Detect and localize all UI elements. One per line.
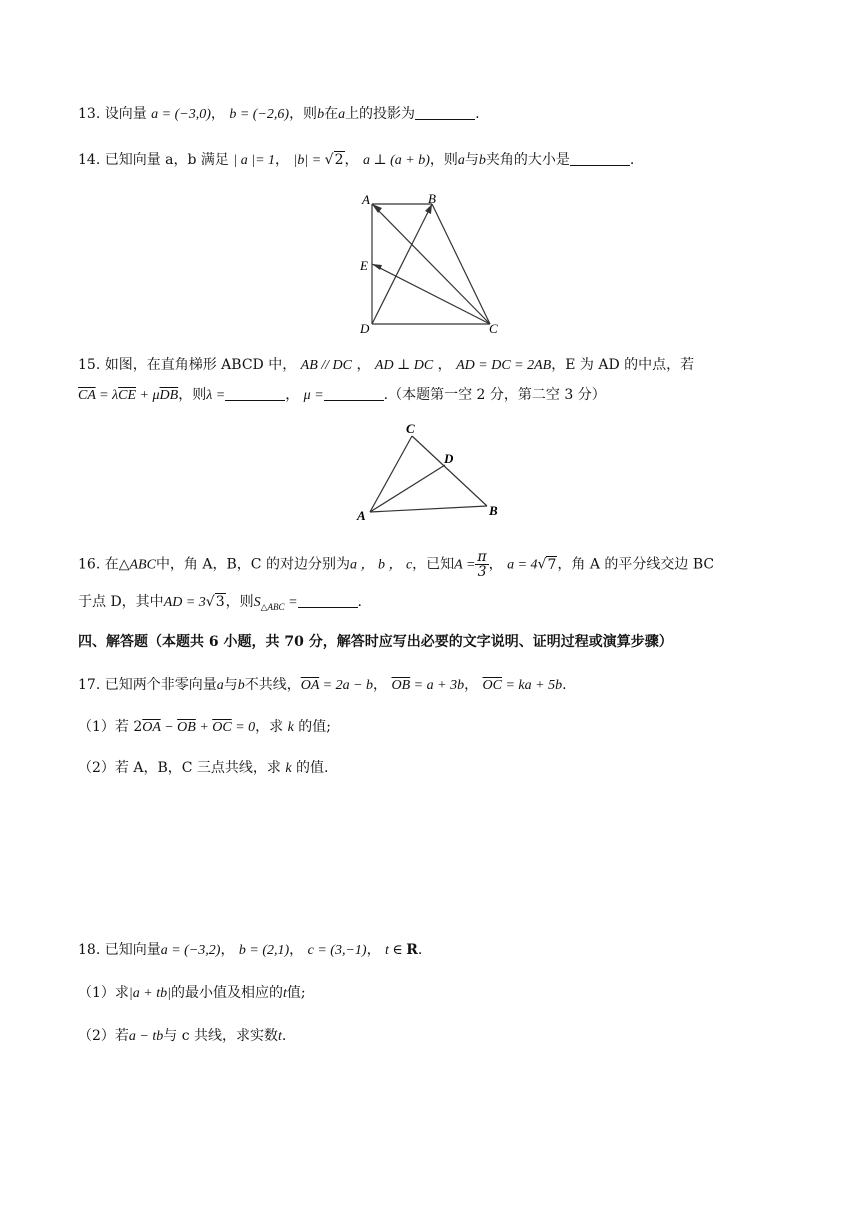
vector-db: $\overline{DB}$ bbox=[159, 388, 179, 403]
var-b: b bbox=[237, 678, 245, 693]
question-17-part1 bbox=[78, 717, 331, 738]
q14-text: ，则 bbox=[429, 152, 458, 168]
sep: ， bbox=[285, 387, 300, 403]
label-c: C bbox=[489, 321, 498, 336]
numerator: π bbox=[477, 549, 487, 565]
sep: ， bbox=[275, 152, 290, 168]
answer-blank-mu bbox=[324, 386, 384, 401]
var-t: t bbox=[282, 986, 287, 1001]
var-b: b bbox=[317, 107, 325, 122]
text: 的最小值及相应的 bbox=[170, 985, 283, 1001]
question-number: 13. bbox=[78, 106, 101, 122]
question-number: 18. bbox=[78, 942, 101, 958]
length-ad: AD = 3 bbox=[163, 595, 206, 610]
part-text: （2）若 A，B，C 三点共线，求 bbox=[78, 760, 281, 776]
q17-text: 不共线， bbox=[244, 677, 301, 693]
abs-expression: |a + tb| bbox=[128, 986, 171, 1001]
question-14 bbox=[78, 150, 634, 171]
q13-text: 上的投影为 bbox=[345, 106, 416, 122]
question-15-line1 bbox=[78, 355, 694, 376]
real-set: R bbox=[406, 942, 418, 958]
oc-rhs: = ka + 5b bbox=[501, 678, 563, 693]
var-a: a bbox=[216, 678, 224, 693]
sep: ， bbox=[488, 556, 503, 573]
q15-text: 如图，在直角梯形 ABCD 中， bbox=[104, 357, 297, 373]
text: 值; bbox=[286, 985, 306, 1001]
label-e: E bbox=[360, 258, 368, 273]
q13-text: 在 bbox=[324, 106, 339, 122]
var-t: t bbox=[278, 1029, 282, 1044]
triangle-figure bbox=[352, 420, 512, 525]
sep: ， bbox=[210, 106, 225, 122]
denominator: 3 bbox=[477, 564, 487, 580]
part-label: （1）求 bbox=[78, 985, 129, 1001]
question-16-line1 bbox=[78, 550, 714, 579]
sep: ， bbox=[437, 357, 452, 373]
area-s: S bbox=[253, 595, 261, 610]
t-domain: t ∈ bbox=[385, 943, 407, 958]
vector-oc: $\overline{OC}$ bbox=[212, 720, 232, 735]
rhs: = 0 bbox=[231, 720, 256, 735]
parallel-condition: AB // DC bbox=[300, 358, 353, 373]
area-subscript: △ABC bbox=[260, 601, 285, 612]
length-condition: AD = DC = 2AB bbox=[456, 358, 552, 373]
q16-text: ，则 bbox=[225, 594, 254, 610]
period: . bbox=[475, 106, 480, 122]
edge-bc bbox=[432, 204, 490, 324]
abs-b: |b| = bbox=[293, 153, 325, 168]
vector-a-def: a = (−3,0) bbox=[151, 107, 211, 122]
equals: = λ bbox=[95, 388, 119, 403]
text: ，求 bbox=[255, 719, 284, 735]
var-a: a bbox=[338, 107, 346, 122]
perp-condition: a ⊥ (a + b) bbox=[362, 153, 430, 168]
period: . bbox=[417, 942, 423, 958]
expression: a − tb bbox=[128, 1029, 164, 1044]
section-heading: 四、解答题（本题共 6 小题，共 70 分，解答时应写出必要的文字说明、证明过程或演算步骤） bbox=[78, 634, 673, 650]
var-k: k bbox=[285, 761, 292, 776]
equals: = bbox=[284, 595, 298, 610]
vector-db bbox=[372, 204, 432, 324]
angle-a: A = bbox=[454, 557, 476, 573]
q16-text: ，已知 bbox=[412, 556, 455, 573]
q16-text: ，角 A 的平分线交边 BC bbox=[557, 556, 715, 573]
lambda: λ = bbox=[206, 388, 226, 403]
answer-blank bbox=[298, 593, 358, 608]
question-number: 14. bbox=[78, 152, 101, 168]
q15-text: ，则 bbox=[178, 387, 207, 403]
fraction-pi-over-3 bbox=[475, 550, 488, 579]
question-number: 15. bbox=[78, 357, 101, 373]
label-a: A bbox=[362, 192, 370, 207]
oa-rhs: = 2a − b bbox=[319, 678, 374, 693]
vector-oa: $\overline{OA}$ bbox=[300, 678, 320, 693]
vector-ce: $\overline{CE}$ bbox=[118, 388, 137, 403]
text: 的值; bbox=[298, 719, 332, 735]
label-a: A bbox=[357, 508, 366, 523]
q17-text: 与 bbox=[223, 677, 238, 693]
question-15-line2 bbox=[78, 385, 606, 406]
trapezoid-figure bbox=[352, 192, 512, 337]
sides-abc: a ， b ， c bbox=[349, 557, 413, 573]
edge-cb bbox=[412, 436, 487, 506]
sqrt-sign: √ bbox=[537, 556, 547, 573]
var-b: b bbox=[478, 153, 486, 168]
period: . bbox=[629, 152, 635, 168]
answer-blank bbox=[415, 105, 475, 120]
plus: + bbox=[195, 720, 213, 735]
perp-condition: AD ⊥ DC bbox=[374, 358, 434, 373]
sqrt-value: 2 bbox=[334, 152, 344, 168]
q16-text: 在 bbox=[104, 556, 119, 573]
edge-ab bbox=[370, 506, 487, 512]
sqrt-value: 3 bbox=[215, 594, 225, 610]
label-b: B bbox=[428, 192, 436, 206]
plus: + μ bbox=[136, 388, 160, 403]
label-d: D bbox=[360, 321, 370, 336]
vector-ob: $\overline{OB}$ bbox=[177, 720, 196, 735]
answer-blank-lambda bbox=[225, 386, 285, 401]
mu: μ = bbox=[303, 388, 324, 403]
label-d: D bbox=[444, 451, 454, 466]
period: . bbox=[357, 594, 362, 610]
period: . bbox=[281, 1028, 287, 1044]
q16-text: 中，角 A，B，C 的对边分别为 bbox=[155, 556, 350, 573]
question-18 bbox=[78, 940, 422, 961]
edge-ac bbox=[370, 436, 412, 512]
sep: ， bbox=[344, 152, 359, 168]
vector-b-def: b = (2,1) bbox=[238, 943, 290, 958]
label-b: B bbox=[489, 503, 498, 518]
question-17 bbox=[78, 675, 567, 696]
q15-text: ，E 为 AD 的中点，若 bbox=[551, 357, 695, 373]
vector-b-def: b = (−2,6) bbox=[229, 107, 290, 122]
part-label: （1）若 2 bbox=[78, 719, 143, 735]
sqrt-sign: √ bbox=[324, 152, 334, 168]
vector-oa: $\overline{OA}$ bbox=[142, 720, 161, 735]
text: 与 c 共线，求实数 bbox=[163, 1028, 279, 1044]
sep: ， bbox=[220, 942, 235, 958]
vector-ca: $\overline{CA}$ bbox=[78, 388, 96, 403]
q18-text: 已知向量 bbox=[104, 942, 161, 958]
bisector-ad bbox=[370, 465, 445, 512]
ob-rhs: = a + 3b bbox=[410, 678, 465, 693]
q16-text: 于点 D，其中 bbox=[78, 594, 164, 610]
triangle-abc: △ABC bbox=[118, 557, 156, 573]
sep: ， bbox=[366, 942, 381, 958]
question-18-part2 bbox=[78, 1026, 286, 1047]
sep: ， bbox=[289, 942, 304, 958]
vector-ca bbox=[372, 204, 490, 324]
sep: ， bbox=[356, 357, 371, 373]
sep: ， bbox=[464, 677, 479, 693]
sqrt-sign: √ bbox=[205, 594, 215, 610]
sep: ， bbox=[373, 677, 388, 693]
part-label: （2）若 bbox=[78, 1028, 129, 1044]
vector-oc: $\overline{OC}$ bbox=[482, 678, 502, 693]
score-note: .（本题第一空 2 分，第二空 3 分） bbox=[383, 387, 606, 403]
side-a: a = 4 bbox=[507, 557, 538, 573]
text: 的值. bbox=[296, 760, 329, 776]
question-16-line2 bbox=[78, 592, 362, 617]
answer-blank bbox=[570, 151, 630, 166]
question-17-part2 bbox=[78, 758, 329, 779]
vector-c-def: c = (3,−1) bbox=[307, 943, 367, 958]
q14-text: 与 bbox=[464, 152, 479, 168]
label-c: C bbox=[406, 421, 415, 436]
question-18-part1 bbox=[78, 983, 306, 1004]
arrowhead-e bbox=[372, 264, 382, 270]
var-a: a bbox=[457, 153, 465, 168]
question-number: 16. bbox=[78, 556, 101, 573]
q14-text: 已知向量 a，b 满足 bbox=[104, 152, 229, 168]
q17-text: 已知两个非零向量 bbox=[104, 677, 217, 693]
vector-ob: $\overline{OB}$ bbox=[391, 678, 411, 693]
vector-ce bbox=[372, 264, 490, 324]
var-k: k bbox=[287, 720, 294, 735]
period: . bbox=[562, 677, 567, 693]
vector-a-def: a = (−3,2) bbox=[160, 943, 221, 958]
q13-text: 设向量 bbox=[104, 106, 147, 122]
sqrt-value: 7 bbox=[547, 556, 557, 573]
arrowhead-a bbox=[372, 204, 382, 213]
abs-a: | a |= 1 bbox=[233, 153, 276, 168]
question-number: 17. bbox=[78, 677, 101, 693]
q13-text: ，则 bbox=[289, 106, 318, 122]
minus: − bbox=[160, 720, 178, 735]
q14-text: 夹角的大小是 bbox=[485, 152, 570, 168]
question-13 bbox=[78, 104, 480, 125]
